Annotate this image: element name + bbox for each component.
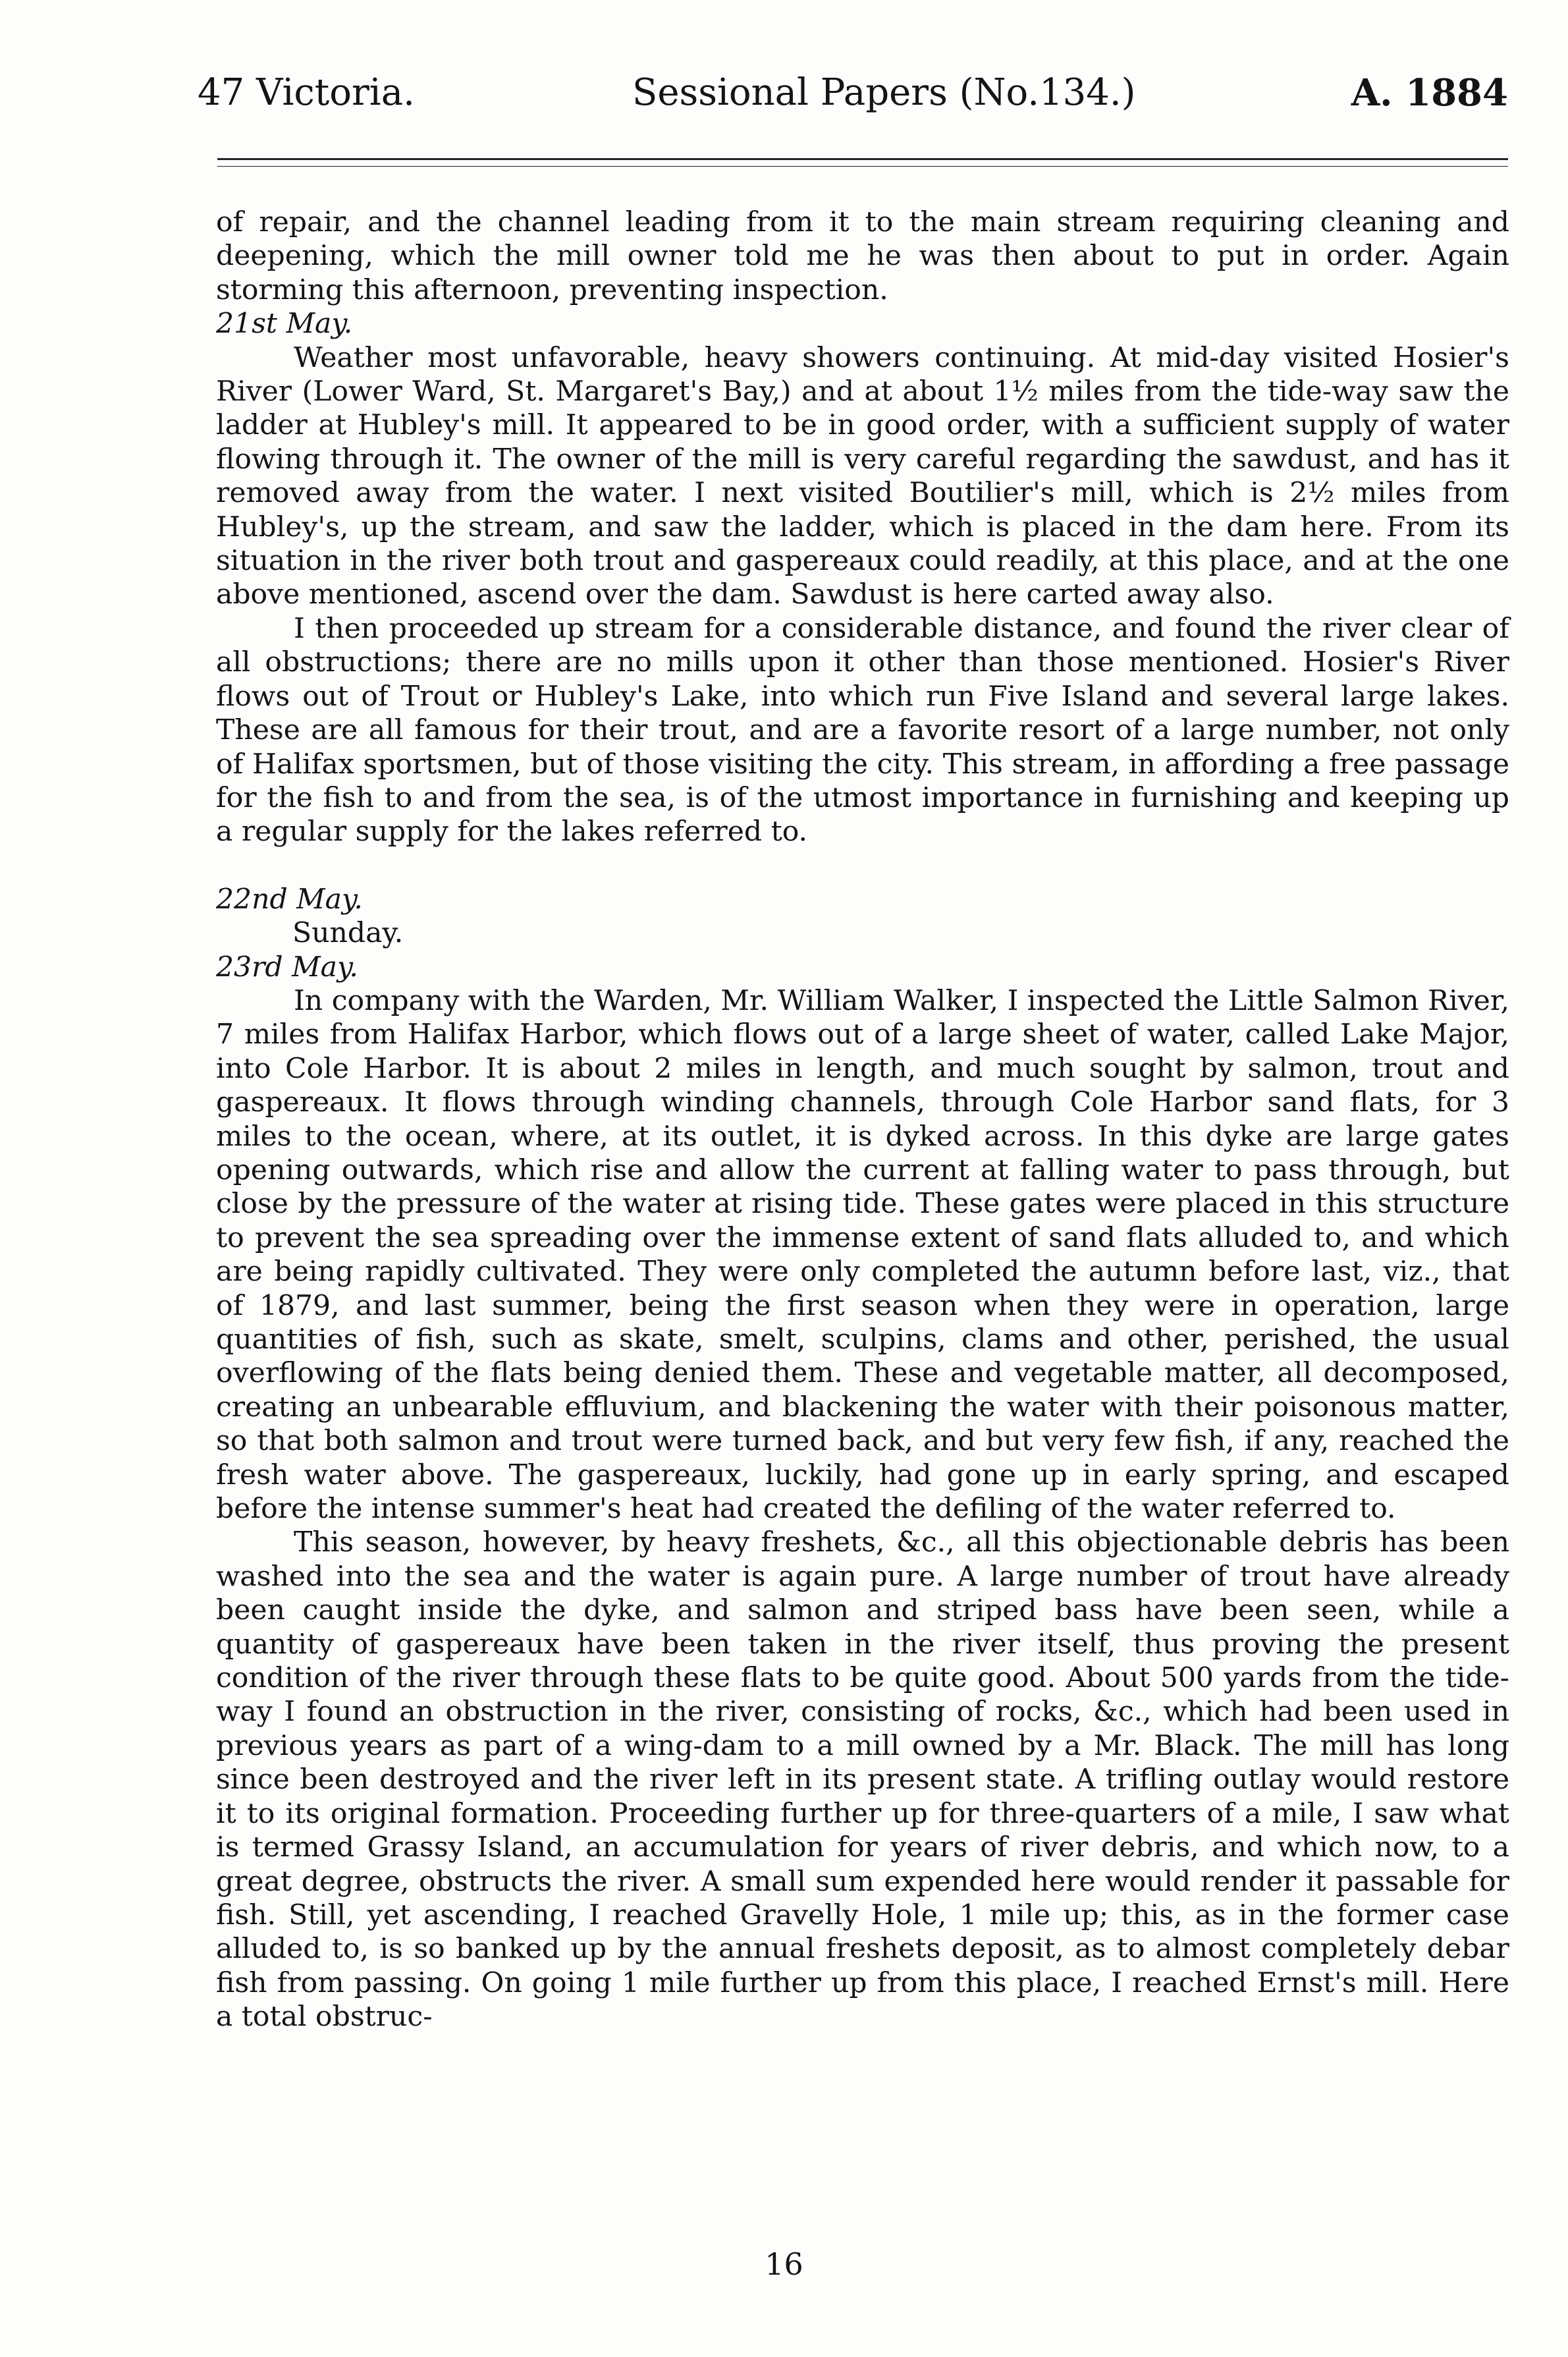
paragraph: This season, however, by heavy freshets, &c., all this objectionable debris has been washed into the sea and the water is again pure. A large number of trout have already been caught inside the dyke, and salmon and striped bass have been seen, while a quantity of gaspereaux have been taken in the river itself, thus proving the present condition of the river through these flats to be quite good. About 500 yards from the tide-way I found an obstruction in the river, consisting of rocks, &c., which had been used in previous years as part of a wing-dam to a mill owned by a Mr. Black. The mill has long since been destroyed and the river left in its present state. A trifling outlay would restore it to its original formation. Proceeding further up for three-quarters of a mile, I saw what is termed Grassy Island, an accumulation for years of river debris, and which now, to a great degree, obstructs the river. A small sum expended here would render it passable for fish. Still, yet ascending, I reached Gravelly Hole, 1 mile up; this, as in the former case alluded to, is so banked up by the annual freshets deposit, as to almost completely debar fish from passing. On going 1 mile further up from this place, I reached Ernst's mill. Here a total obstruc- <box>216 1526 1509 2034</box>
date-heading: 22nd May. <box>216 883 363 916</box>
page-header <box>198 71 1508 130</box>
date-heading: 21st May. <box>216 308 353 341</box>
header-rule <box>217 158 1508 160</box>
paragraph: Weather most unfavorable, heavy showers continuing. At mid-day visited Hosier's River (Lower Ward, St. Margaret's Bay,) and at about 1½ miles from the tide-way saw the ladder at Hubley's mill. It appeared to be in good order, with a sufficient supply of water flowing through it. The owner of the mill is very careful regarding the sawdust, and has it removed away from the water. I next visited Boutilier's mill, which is 2½ miles from Hubley's, up the stream, and saw the ladder, which is placed in the dam here. From its situation in the river both trout and gaspereaux could readily, at this place, and at the one above mentioned, ascend over the dam. Sawdust is here carted away also. <box>216 341 1509 611</box>
body-text <box>216 206 1509 2034</box>
paragraph: In company with the Warden, Mr. William Walker, I inspected the Little Salmon River, 7 miles from Halifax Harbor, which flows out of a large sheet of water, called Lake Major, into Cole Harbor. It is about 2 miles in length, and much sought by salmon, trout and gaspereaux. It flows through winding channels, through Cole Harbor sand flats, for 3 miles to the ocean, where, at its outlet, it is dyked across. In this dyke are large gates opening outwards, which rise and allow the current at falling water to pass through, but close by the pressure of the water at rising tide. These gates were placed in this structure to prevent the sea spreading over the immense extent of sand flats alluded to, and which are being rapidly cultivated. They were only completed the autumn before last, viz., that of 1879, and last summer, being the first season when they were in operation, large quantities of fish, such as skate, smelt, sculpins, clams and other, perished, the usual overflowing of the flats being denied them. These and vegetable matter, all decomposed, creating an unbearable effluvium, and blackening the water with their poisonous matter, so that both salmon and trout were turned back, and but very few fish, if any, reached the fresh water above. The gaspereaux, luckily, had gone up in early spring, and escaped before the intense summer's heat had created the defiling of the water referred to. <box>216 984 1509 1526</box>
header-title: Sessional Papers (No.134.) <box>632 71 1136 114</box>
date-heading: 23rd May. <box>216 951 358 984</box>
header-volume: 47 Victoria. <box>198 71 415 114</box>
header-rule-thin <box>217 166 1508 167</box>
header-year: A. 1884 <box>1351 71 1508 115</box>
day-label: Sunday. <box>292 917 404 950</box>
paragraph: of repair, and the channel leading from it to the main stream requiring cleaning and deepening, which the mill owner told me he was then about to put in order. Again storming this afternoon, preventing inspection. <box>216 206 1509 306</box>
spacer <box>216 849 1509 883</box>
paragraph: I then proceeded up stream for a considerable distance, and found the river clear of all obstructions; there are no mills upon it other than those mentioned. Hosier's River flows out of Trout or Hubley's Lake, into which run Five Island and several large lakes. These are all famous for their trout, and are a favorite resort of a large number, not only of Halifax sportsmen, but of those visiting the city. This stream, in affording a free passage for the fish to and from the sea, is of the utmost importance in furnishing and keeping up a regular supply for the lakes referred to. <box>216 612 1509 848</box>
page-number: 16 <box>765 2246 803 2282</box>
